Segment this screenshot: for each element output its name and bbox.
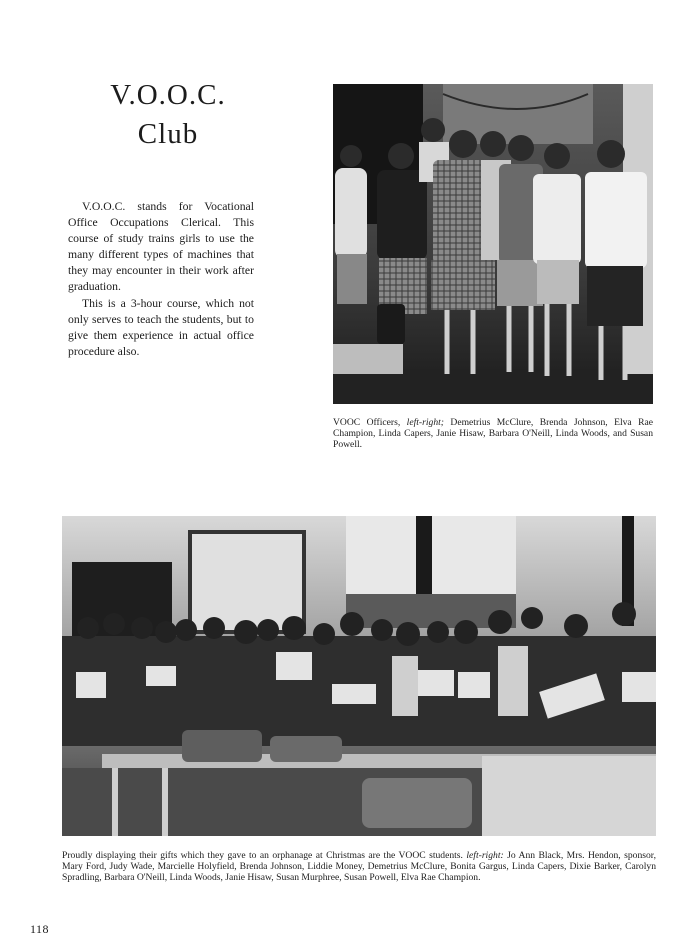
officers-caption-names: Demetrius McClure, Brenda Johnson, Elva Rae Champion, Linda Capers, Janie Hisaw, Barbara O'Neill, Linda Woods, and Susan Powell. — [333, 417, 653, 451]
students-caption-names: Jo Ann Black, Mrs. Hendon, sponsor, Mary Ford, Judy Wade, Marcielle Holyfield, Brenda Johnson, Liddie Money, Demetrius McClure, Bonita Gargus, Linda Capers, Dixie Barker, Carolyn Spradling, Barbara O'Neill, Linda Woods, Janie Hisaw, Susan Murphree, Susan Powell, Elva Rae Champion. — [62, 850, 656, 884]
title-line-1: V.O.O.C. — [110, 79, 226, 111]
intro-paragraph-2: This is a 3-hour course, which not only serves to teach the students, but to give them experience in actual office procedure also. — [68, 296, 254, 358]
officers-photo-image — [333, 84, 653, 404]
students-photo-image — [62, 516, 656, 836]
intro-paragraph-1: V.O.O.C. stands for Vocational Office Occupations Clerical. This course of study trains girls to use the many different types of machines that they may encounter in their work after graduation. — [68, 200, 254, 294]
page-number: 118 — [30, 922, 50, 936]
students-caption — [62, 850, 656, 884]
intro-text — [68, 199, 254, 360]
officers-photo — [333, 84, 653, 404]
students-caption-direction: left-right: — [466, 850, 504, 861]
page-title — [62, 76, 274, 154]
students-photo — [62, 516, 656, 836]
officers-caption-prefix: VOOC Officers, — [333, 417, 407, 428]
officers-caption-direction: left-right; — [406, 417, 444, 428]
title-line-2: Club — [137, 118, 199, 150]
officers-caption — [333, 417, 653, 451]
students-caption-prefix: Proudly displaying their gifts which they gave to an orphanage at Christmas are the VOOC students. — [62, 850, 467, 861]
